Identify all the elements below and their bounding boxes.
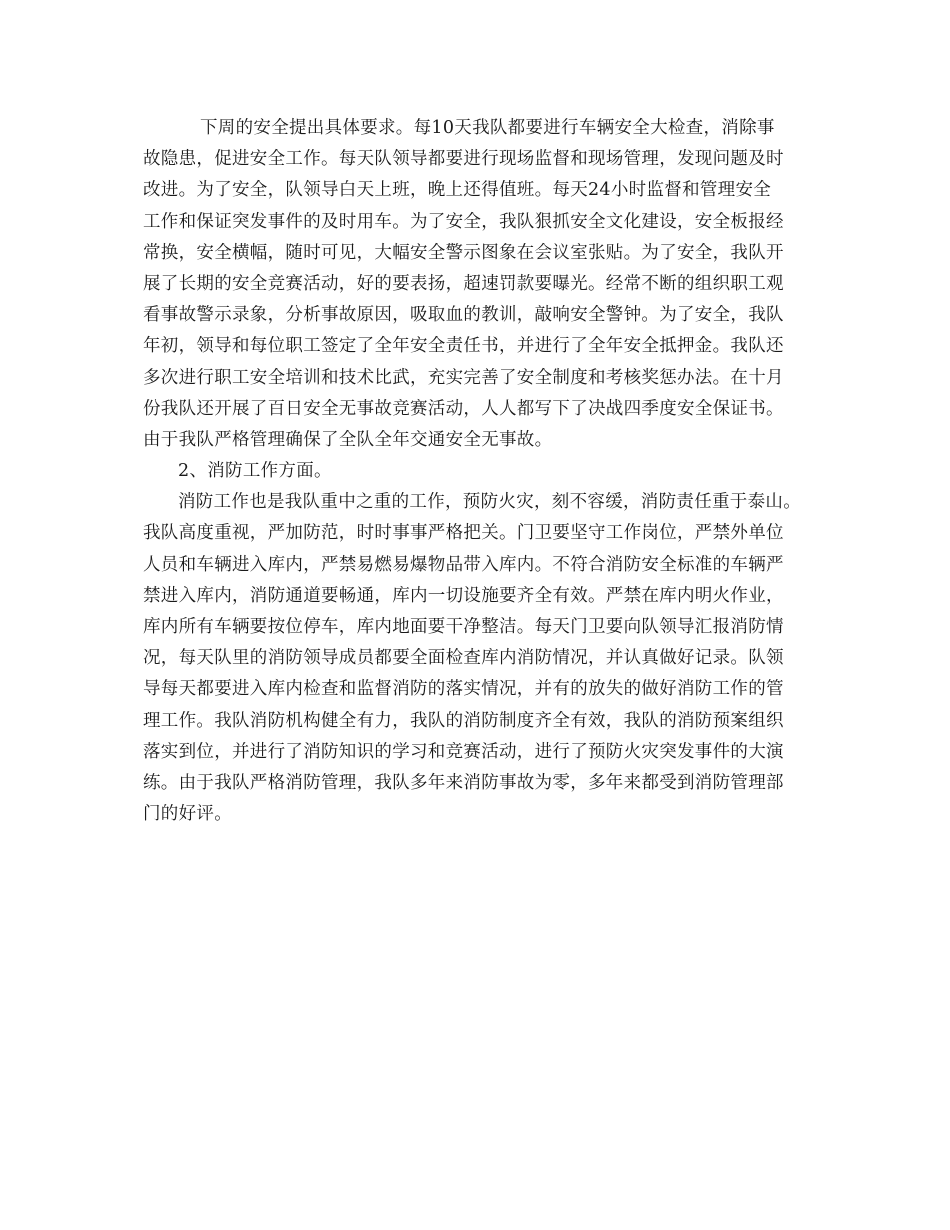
paragraph-line: 常换，安全横幅，随时可见，大幅安全警示图象在会议室张贴。为了安全，我队开 (143, 242, 784, 263)
paragraph-line: 练。由于我队严格消防管理，我队多年来消防事故为零，多年来都受到消防管理部 (143, 772, 784, 793)
paragraph-line: 落实到位，并进行了消防知识的学习和竞赛活动，进行了预防火灾突发事件的大演 (143, 741, 784, 762)
paragraph-line: 工作和保证突发事件的及时用车。为了安全，我队狠抓安全文化建设，安全板报经 (143, 211, 784, 232)
paragraph-line: 理工作。我队消防机构健全有力，我队的消防制度齐全有效，我队的消防预案组织 (143, 710, 784, 731)
paragraph-line: 导每天都要进入库内检查和监督消防的落实情况，并有的放失的做好消防工作的管 (143, 679, 784, 700)
paragraph-line: 由于我队严格管理确保了全队全年交通安全无事故。 (143, 429, 553, 450)
paragraph-line: 消防工作也是我队重中之重的工作，预防火灾，刻不容缓，消防责任重于泰山。 (178, 492, 801, 513)
paragraph-line: 我队高度重视，严加防范，时时事事严格把关。门卫要坚守工作岗位，严禁外单位 (143, 523, 784, 544)
document-body (143, 113, 823, 830)
paragraph-line: 下周的安全提出具体要求。每10天我队都要进行车辆安全大检查，消除事 (200, 118, 775, 138)
paragraph-line: 况，每天队里的消防领导成员都要全面检查库内消防情况，并认真做好记录。队领 (143, 648, 784, 669)
paragraph-line: 年初，领导和每位职工签定了全年安全责任书，并进行了全年安全抵押金。我队还 (143, 336, 784, 357)
paragraph-line: 多次进行职工安全培训和技术比武，充实完善了安全制度和考核奖惩办法。在十月 (143, 367, 784, 388)
paragraph-line: 份我队还开展了百日安全无事故竞赛活动，人人都写下了决战四季度安全保证书。 (143, 398, 784, 419)
paragraph-line: 禁进入库内，消防通道要畅通，库内一切设施要齐全有效。严禁在库内明火作业， (143, 585, 784, 606)
section-heading: 2、消防工作方面。 (178, 461, 332, 482)
paragraph-line: 门的好评。 (143, 804, 232, 825)
paragraph-line: 改进。为了安全，队领导白天上班，晚上还得值班。每天24小时监督和管理安全 (143, 180, 772, 201)
paragraph-line: 故隐患，促进安全工作。每天队领导都要进行现场监督和现场管理，发现问题及时 (143, 149, 784, 170)
paragraph-line: 展了长期的安全竞赛活动，好的要表扬，超速罚款要曝光。经常不断的组织职工观 (143, 273, 784, 294)
paragraph-line: 人员和车辆进入库内，严禁易燃易爆物品带入库内。不符合消防安全标准的车辆严 (143, 554, 784, 575)
paragraph-line: 库内所有车辆要按位停车，库内地面要干净整洁。每天门卫要向队领导汇报消防情 (143, 617, 784, 637)
paragraph-line: 看事故警示录象，分析事故原因，吸取血的教训，敲响安全警钟。为了安全，我队 (143, 305, 784, 326)
